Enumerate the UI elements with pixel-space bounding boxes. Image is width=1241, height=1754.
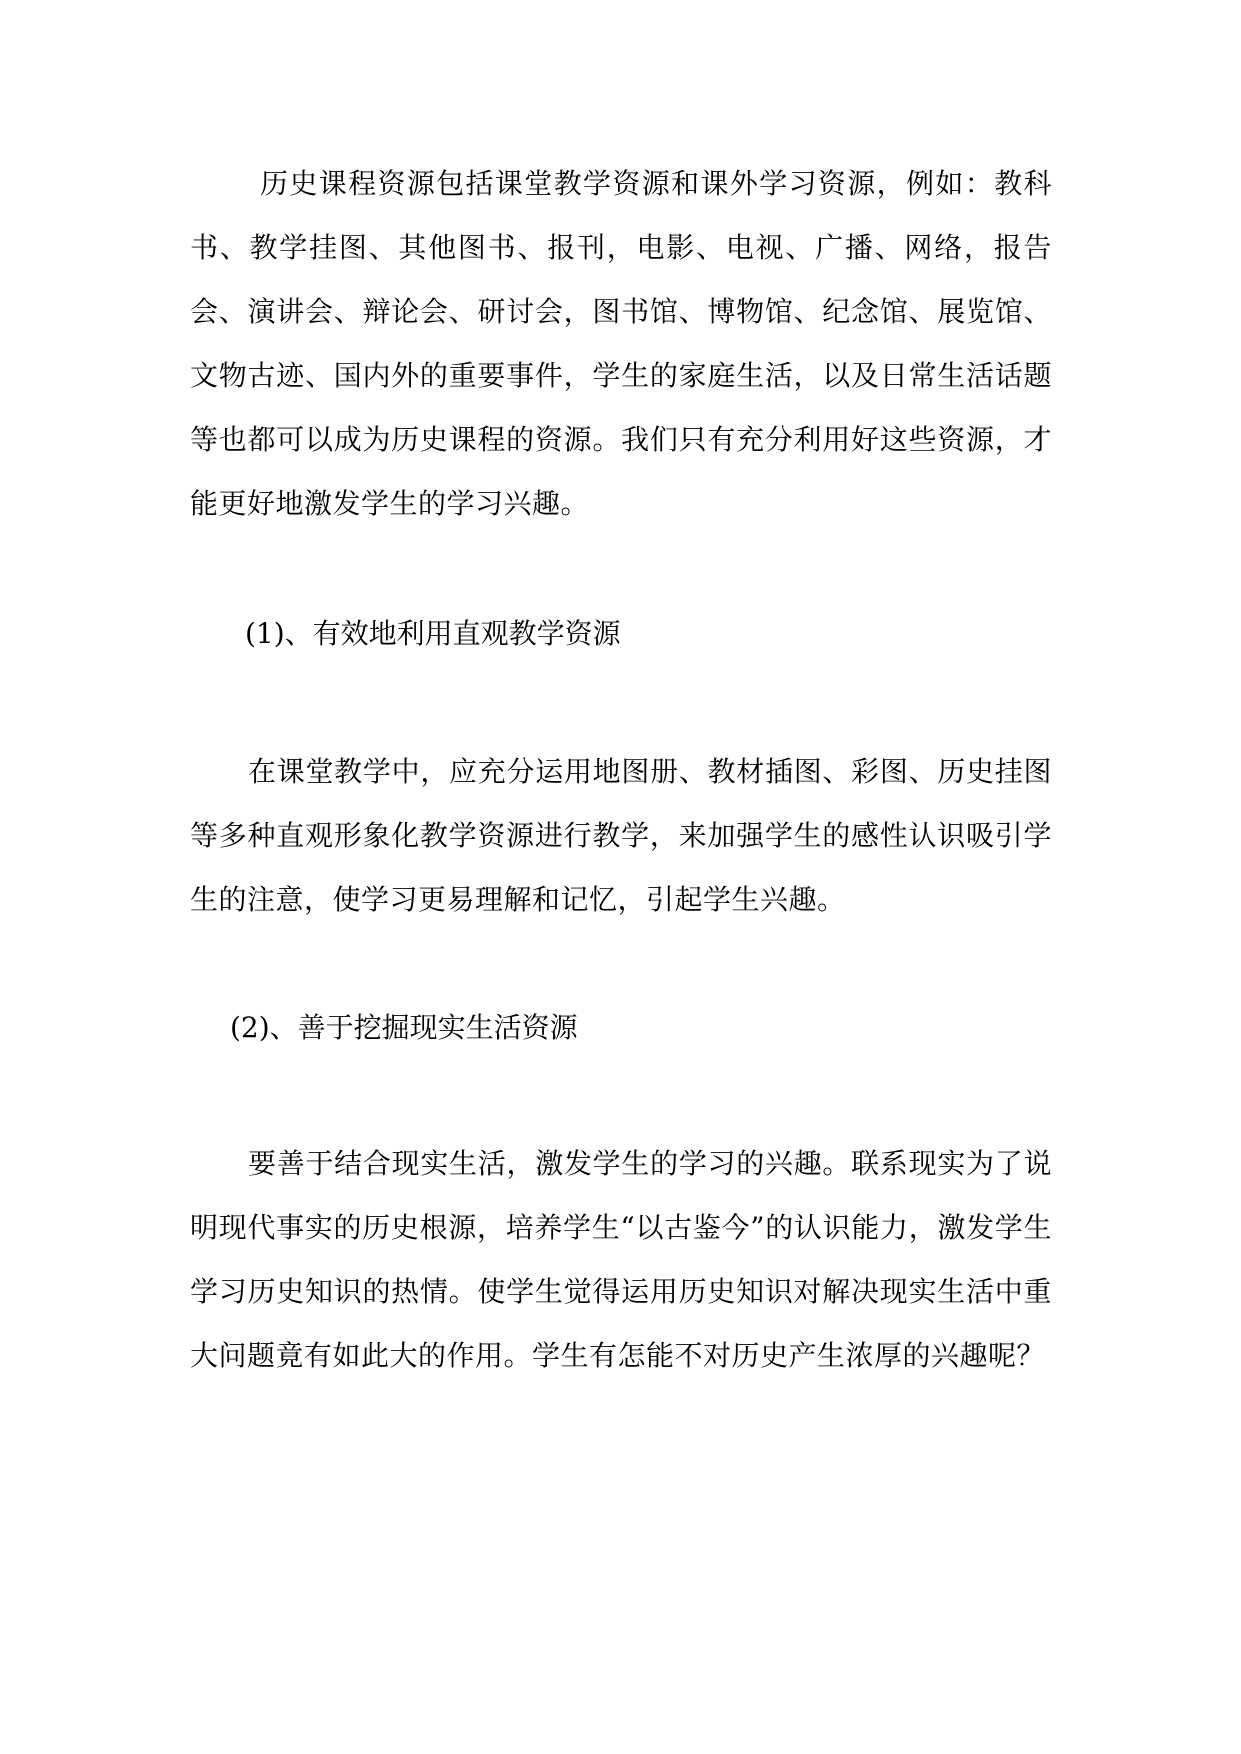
intro-paragraph: 历史课程资源包括课堂教学资源和课外学习资源，例如：教科书、教学挂图、其他图书、报刊，电影、电视、广播、网络，报告会、演讲会、辩论会、研讨会，图书馆、博物馆、纪念馆、展览馆、文物古迹、国内外的重要事件，学生的家庭生活，以及日常生活话题等也都可以成为历史课程的资源。我们只有充分利用好这些资源，才能更好地激发学生的学习兴趣。 [190, 167, 1052, 520]
section-1-paragraph: 在课堂教学中，应充分运用地图册、教材插图、彩图、历史挂图等多种直观形象化教学资源进行教学，来加强学生的感性认识吸引学生的注意，使学习更易理解和记忆，引起学生兴趣。 [190, 755, 1052, 916]
section-heading-2: (2)、善于挖掘现实生活资源 [230, 1011, 578, 1044]
section-2-paragraph: 要善于结合现实生活，激发学生的学习的兴趣。联系现实为了说明现代事实的历史根源，培养学生“以古鉴今”的认识能力，激发学生学习历史知识的热情。使学生觉得运用历史知识对解决现实生活中重大问题竟有如此大的作用。学生有怎能不对历史产生浓厚的兴趣呢？ [190, 1147, 1052, 1372]
section-heading-1: (1)、有效地利用直观教学资源 [245, 617, 621, 650]
